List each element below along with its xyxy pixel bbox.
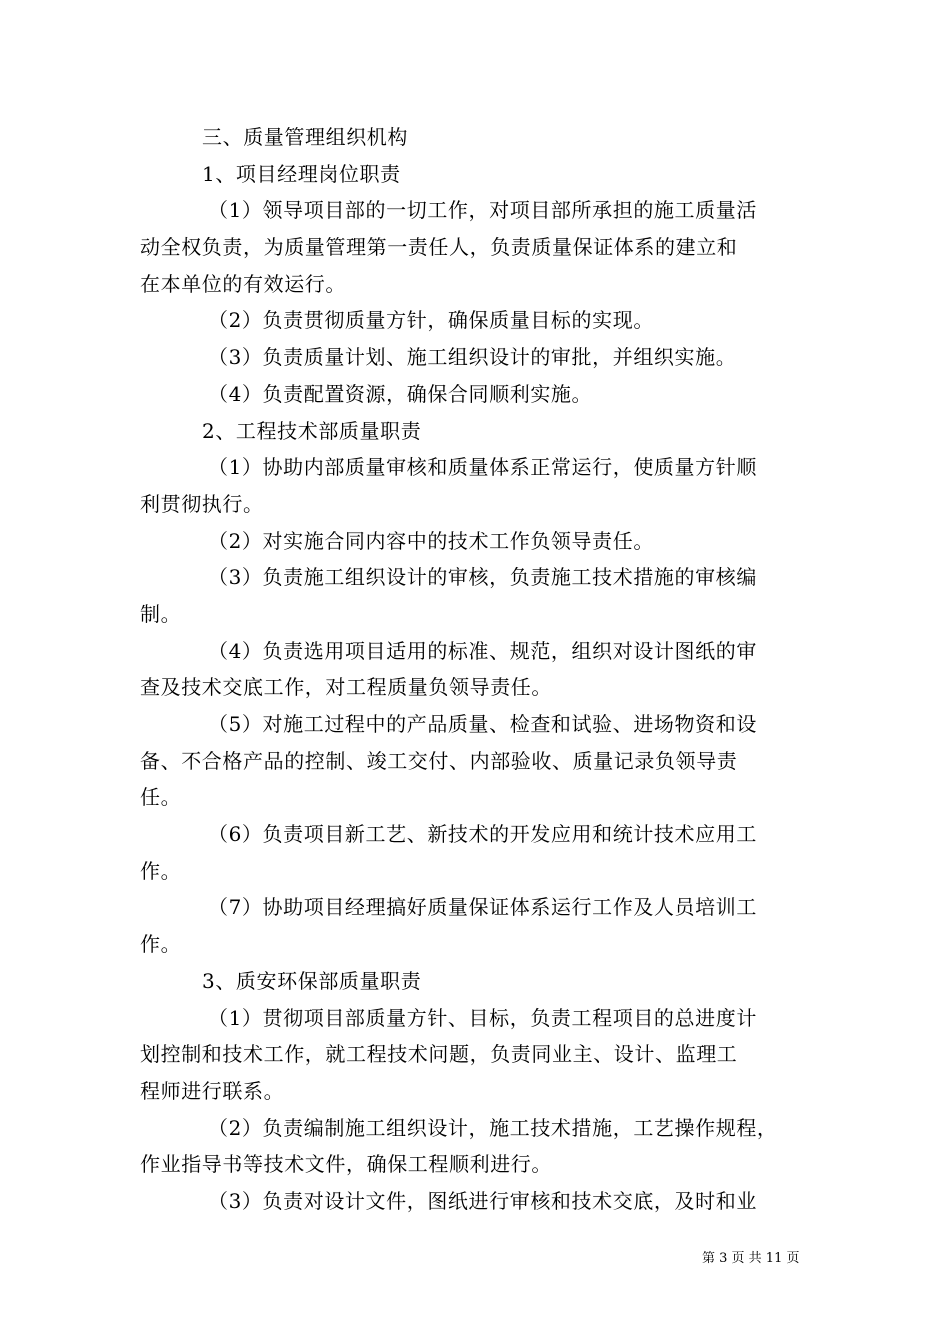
subsection-heading: 1、项目经理岗位职责 — [202, 161, 401, 186]
document-body — [140, 119, 810, 1220]
paragraph-line: 制。 — [140, 601, 182, 626]
subsection-heading: 2、工程技术部质量职责 — [202, 418, 422, 443]
paragraph-line: 作。 — [140, 932, 182, 957]
paragraph-line: 作业指导书等技术文件，确保工程顺利进行。 — [140, 1152, 552, 1177]
paragraph-line: （7）协助项目经理搞好质量保证体系运行工作及人员培训工 — [208, 895, 757, 920]
paragraph-line: （2）负责贯彻质量方针，确保质量目标的实现。 — [208, 308, 654, 333]
paragraph-line: （2）对实施合同内容中的技术工作负领导责任。 — [208, 528, 654, 553]
paragraph-line: （3）负责质量计划、施工组织设计的审批，并组织实施。 — [208, 345, 737, 370]
paragraph-line: 程师进行联系。 — [140, 1078, 285, 1103]
paragraph-line: 备、不合格产品的控制、竣工交付、内部验收、质量记录负领导责 — [140, 748, 738, 773]
paragraph-line: （4）负责配置资源，确保合同顺利实施。 — [208, 381, 593, 406]
paragraph-line: 利贯彻执行。 — [140, 491, 264, 516]
paragraph-line: （2）负责编制施工组织设计，施工技术措施，工艺操作规程， — [208, 1115, 778, 1140]
paragraph-line: 在本单位的有效运行。 — [140, 271, 346, 296]
paragraph-line: 划控制和技术工作，就工程技术问题，负责同业主、设计、监理工 — [140, 1042, 738, 1067]
paragraph-line: 动全权负责，为质量管理第一责任人，负责质量保证体系的建立和 — [140, 235, 738, 260]
paragraph-line: （6）负责项目新工艺、新技术的开发应用和统计技术应用工 — [208, 822, 757, 847]
paragraph-line: （1）协助内部质量审核和质量体系正常运行，使质量方针顺 — [208, 455, 757, 480]
paragraph-line: （1）领导项目部的一切工作，对项目部所承担的施工质量活 — [208, 198, 757, 223]
paragraph-line: 查及技术交底工作，对工程质量负领导责任。 — [140, 675, 552, 700]
paragraph-line: （4）负责选用项目适用的标准、规范，组织对设计图纸的审 — [208, 638, 757, 663]
page-number-footer: 第 3 页 共 11 页 — [702, 1251, 800, 1266]
section-heading: 三、质量管理组织机构 — [202, 125, 408, 149]
paragraph-line: 任。 — [140, 785, 182, 810]
paragraph-line: （3）负责施工组织设计的审核，负责施工技术措施的审核编 — [208, 565, 757, 590]
subsection-heading: 3、质安环保部质量职责 — [202, 968, 422, 993]
paragraph-line: （1）贯彻项目部质量方针、目标，负责工程项目的总进度计 — [208, 1005, 757, 1030]
paragraph-line: （3）负责对设计文件，图纸进行审核和技术交底，及时和业 — [208, 1188, 757, 1213]
paragraph-line: （5）对施工过程中的产品质量、检查和试验、进场物资和设 — [208, 712, 757, 736]
paragraph-line: 作。 — [140, 858, 182, 883]
